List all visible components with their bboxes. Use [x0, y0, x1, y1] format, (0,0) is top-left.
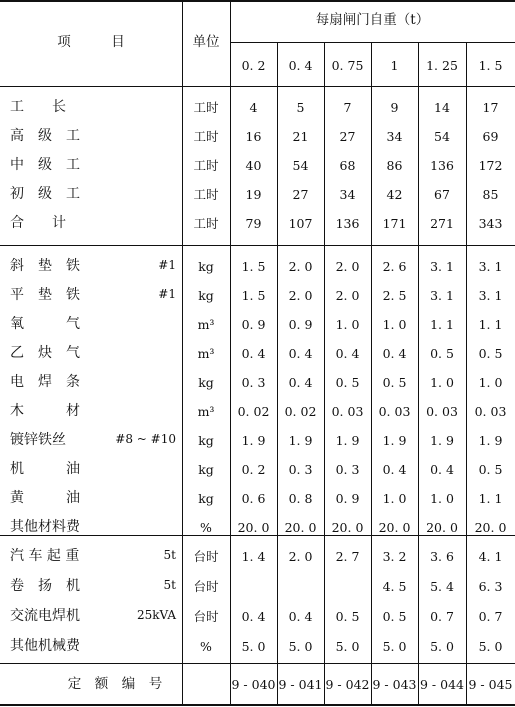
- row-value: 4. 5: [382, 579, 407, 594]
- row-value: 1. 9: [241, 433, 266, 448]
- row-spec: #8 ~ #10: [115, 432, 176, 446]
- quota-code: 9 - 043: [372, 677, 417, 692]
- row-value: 86: [386, 158, 403, 173]
- row-value: 5. 0: [382, 639, 407, 654]
- row-name: 木 材: [10, 403, 80, 419]
- row-unit: m³: [197, 317, 215, 332]
- row-value: 2. 5: [382, 288, 407, 303]
- row-value: 5. 0: [430, 639, 454, 654]
- row-value: 3. 1: [430, 259, 454, 274]
- row-value: 4: [249, 100, 258, 115]
- row-value: 5. 0: [478, 639, 503, 654]
- row-value: 0. 5: [478, 346, 503, 361]
- row-name: 卷 扬 机: [10, 578, 80, 594]
- row-value: 0. 3: [288, 462, 313, 477]
- row-value: 172: [478, 158, 503, 173]
- row-value: 3. 1: [478, 288, 503, 303]
- row-value: 343: [478, 216, 503, 231]
- row-value: 1. 0: [382, 491, 407, 506]
- row-value: 0. 5: [430, 346, 454, 361]
- row-value: 136: [335, 216, 360, 231]
- row-value: 42: [386, 187, 403, 202]
- unit-column-header: 单位: [192, 34, 220, 50]
- row-value: 2. 0: [335, 288, 360, 303]
- row-name: 汽 车 起 重: [10, 548, 80, 564]
- labor-bottom-rule: [0, 245, 515, 246]
- row-value: 1. 0: [430, 491, 454, 506]
- row-name: 工 长: [10, 99, 66, 115]
- row-value: 3. 1: [430, 288, 454, 303]
- row-spec: #1: [158, 258, 176, 272]
- row-value: 5. 0: [241, 639, 266, 654]
- row-unit: 工时: [193, 187, 219, 202]
- row-value: 2. 0: [335, 259, 360, 274]
- row-name: 机 油: [10, 461, 80, 477]
- row-value: 6. 3: [478, 579, 503, 594]
- row-value: 0. 4: [288, 346, 313, 361]
- row-value: 20. 0: [426, 520, 458, 535]
- row-unit: kg: [198, 433, 214, 448]
- row-value: 34: [386, 129, 403, 144]
- row-name: 中 级 工: [10, 157, 80, 173]
- row-value: 0. 4: [382, 462, 407, 477]
- row-value: 1. 9: [430, 433, 454, 448]
- row-value: 20. 0: [474, 520, 507, 535]
- row-value: 16: [245, 129, 262, 144]
- row-name: 斜 垫 铁: [10, 258, 80, 274]
- row-value: 17: [482, 100, 499, 115]
- row-value: 1. 9: [288, 433, 313, 448]
- row-value: 0. 03: [474, 404, 507, 419]
- quota-code: 9 - 045: [468, 677, 513, 692]
- row-value: 0. 03: [331, 404, 364, 419]
- row-value: 0. 2: [241, 462, 266, 477]
- row-value: 0. 03: [378, 404, 411, 419]
- row-value: 0. 03: [426, 404, 458, 419]
- row-unit: m³: [197, 404, 215, 419]
- row-value: 0. 7: [430, 609, 454, 624]
- row-name: 乙 炔 气: [10, 345, 80, 361]
- row-name: 其他机械费: [10, 638, 80, 654]
- row-value: 68: [339, 158, 356, 173]
- row-value: 1. 0: [430, 375, 454, 390]
- row-unit: 台时: [193, 609, 219, 624]
- row-name: 高 级 工: [10, 128, 80, 144]
- row-value: 0. 3: [335, 462, 360, 477]
- row-value: 2. 6: [382, 259, 407, 274]
- item-column-header: 项 目: [57, 34, 125, 50]
- row-value: 7: [343, 100, 352, 115]
- row-value: 20. 0: [237, 520, 270, 535]
- row-value: 27: [339, 129, 356, 144]
- row-value: 1. 9: [335, 433, 360, 448]
- row-value: 20. 0: [331, 520, 364, 535]
- row-value: 0. 4: [335, 346, 360, 361]
- row-value: 1. 0: [382, 317, 407, 332]
- row-unit: 工时: [193, 158, 219, 173]
- row-value: 79: [245, 216, 262, 231]
- row-value: 271: [430, 216, 454, 231]
- row-unit: 工时: [193, 129, 219, 144]
- row-name: 镀锌铁丝: [10, 432, 66, 448]
- row-value: 0. 4: [241, 609, 266, 624]
- quota-number-label: 定 额 编 号: [67, 676, 163, 692]
- row-value: 2. 7: [335, 549, 360, 564]
- row-value: 54: [434, 129, 450, 144]
- row-unit: kg: [198, 462, 214, 477]
- row-name: 氧 气: [10, 316, 80, 332]
- row-value: 0. 4: [288, 375, 313, 390]
- header-inner-rule: [230, 42, 515, 43]
- top-rule: [0, 0, 515, 2]
- row-value: 1. 9: [478, 433, 503, 448]
- row-value: 0. 5: [335, 375, 360, 390]
- row-value: 20. 0: [378, 520, 411, 535]
- bottom-rule: [0, 704, 515, 706]
- row-name: 交流电焊机: [10, 608, 80, 624]
- row-value: 0. 8: [288, 491, 313, 506]
- row-value: 107: [288, 216, 313, 231]
- row-value: 0. 5: [478, 462, 503, 477]
- row-value: 0. 7: [478, 609, 503, 624]
- quota-code: 9 - 042: [325, 677, 370, 692]
- row-value: 5. 0: [288, 639, 313, 654]
- row-value: 1. 0: [335, 317, 360, 332]
- row-spec: 5t: [163, 548, 176, 562]
- row-value: 19: [245, 187, 262, 202]
- row-value: 0. 4: [382, 346, 407, 361]
- row-value: 9: [390, 100, 399, 115]
- weight-column-header: 每扇闸门自重（t）: [315, 12, 430, 28]
- header-bottom-rule: [0, 86, 515, 87]
- row-value: 136: [430, 158, 454, 173]
- row-name: 合 计: [10, 215, 66, 231]
- row-value: 0. 4: [241, 346, 266, 361]
- quota-code: 9 - 041: [278, 677, 323, 692]
- row-value: 1. 1: [430, 317, 454, 332]
- row-value: 5. 4: [430, 579, 454, 594]
- row-spec: 25kVA: [136, 608, 176, 622]
- row-value: 1. 0: [478, 375, 503, 390]
- row-unit: 台时: [193, 549, 219, 564]
- row-name: 初 级 工: [10, 186, 80, 202]
- machinery-bottom-rule: [0, 663, 515, 664]
- row-value: 0. 9: [241, 317, 266, 332]
- row-name: 其他材料费: [10, 519, 80, 535]
- row-spec: #1: [158, 287, 176, 301]
- row-value: 0. 4: [430, 462, 454, 477]
- row-unit: kg: [198, 491, 214, 506]
- row-value: 0. 02: [284, 404, 317, 419]
- row-value: 0. 5: [382, 375, 407, 390]
- row-value: 3. 1: [478, 259, 503, 274]
- row-value: 27: [292, 187, 309, 202]
- row-value: 1. 9: [382, 433, 407, 448]
- row-unit: kg: [198, 288, 214, 303]
- quota-code: 9 - 040: [231, 677, 276, 692]
- row-value: 0. 3: [241, 375, 266, 390]
- row-name: 平 垫 铁: [10, 287, 80, 303]
- weight-value: 0. 2: [241, 58, 266, 73]
- weight-value: 0. 75: [331, 58, 364, 73]
- row-value: 0. 5: [335, 609, 360, 624]
- row-name: 黄 油: [10, 490, 80, 506]
- row-value: 2. 0: [288, 288, 313, 303]
- row-spec: 5t: [163, 578, 176, 592]
- row-value: 0. 5: [382, 609, 407, 624]
- row-value: 3. 6: [430, 549, 454, 564]
- row-value: 1. 5: [241, 259, 266, 274]
- row-value: 14: [434, 100, 450, 115]
- row-value: 40: [245, 158, 262, 173]
- row-unit: %: [200, 520, 212, 535]
- row-value: 1. 1: [478, 491, 503, 506]
- row-unit: kg: [198, 259, 214, 274]
- row-value: 1. 4: [241, 549, 266, 564]
- row-value: 1. 5: [241, 288, 266, 303]
- row-unit: 工时: [193, 216, 219, 231]
- row-value: 171: [382, 216, 407, 231]
- row-value: 0. 6: [241, 491, 266, 506]
- row-value: 69: [482, 129, 499, 144]
- weight-value: 0. 4: [288, 58, 313, 73]
- row-value: 0. 4: [288, 609, 313, 624]
- row-value: 1. 1: [478, 317, 503, 332]
- quota-code: 9 - 044: [420, 677, 464, 692]
- row-value: 20. 0: [284, 520, 317, 535]
- row-value: 0. 02: [237, 404, 270, 419]
- row-value: 85: [482, 187, 499, 202]
- row-value: 21: [292, 129, 309, 144]
- row-value: 2. 0: [288, 259, 313, 274]
- row-value: 5. 0: [335, 639, 360, 654]
- row-unit: 工时: [193, 100, 219, 115]
- row-value: 67: [434, 187, 450, 202]
- row-value: 4. 1: [478, 549, 503, 564]
- weight-value: 1. 5: [478, 58, 503, 73]
- row-value: 5: [296, 100, 305, 115]
- row-value: 0. 9: [335, 491, 360, 506]
- row-value: 3. 2: [382, 549, 407, 564]
- row-unit: kg: [198, 375, 214, 390]
- row-value: 54: [292, 158, 309, 173]
- row-value: 34: [339, 187, 356, 202]
- row-unit: m³: [197, 346, 215, 361]
- row-value: 0. 9: [288, 317, 313, 332]
- row-name: 电 焊 条: [10, 374, 80, 390]
- row-unit: %: [200, 639, 212, 654]
- weight-value: 1: [390, 58, 399, 73]
- row-unit: 台时: [193, 579, 219, 594]
- weight-value: 1. 25: [426, 58, 458, 73]
- row-value: 2. 0: [288, 549, 313, 564]
